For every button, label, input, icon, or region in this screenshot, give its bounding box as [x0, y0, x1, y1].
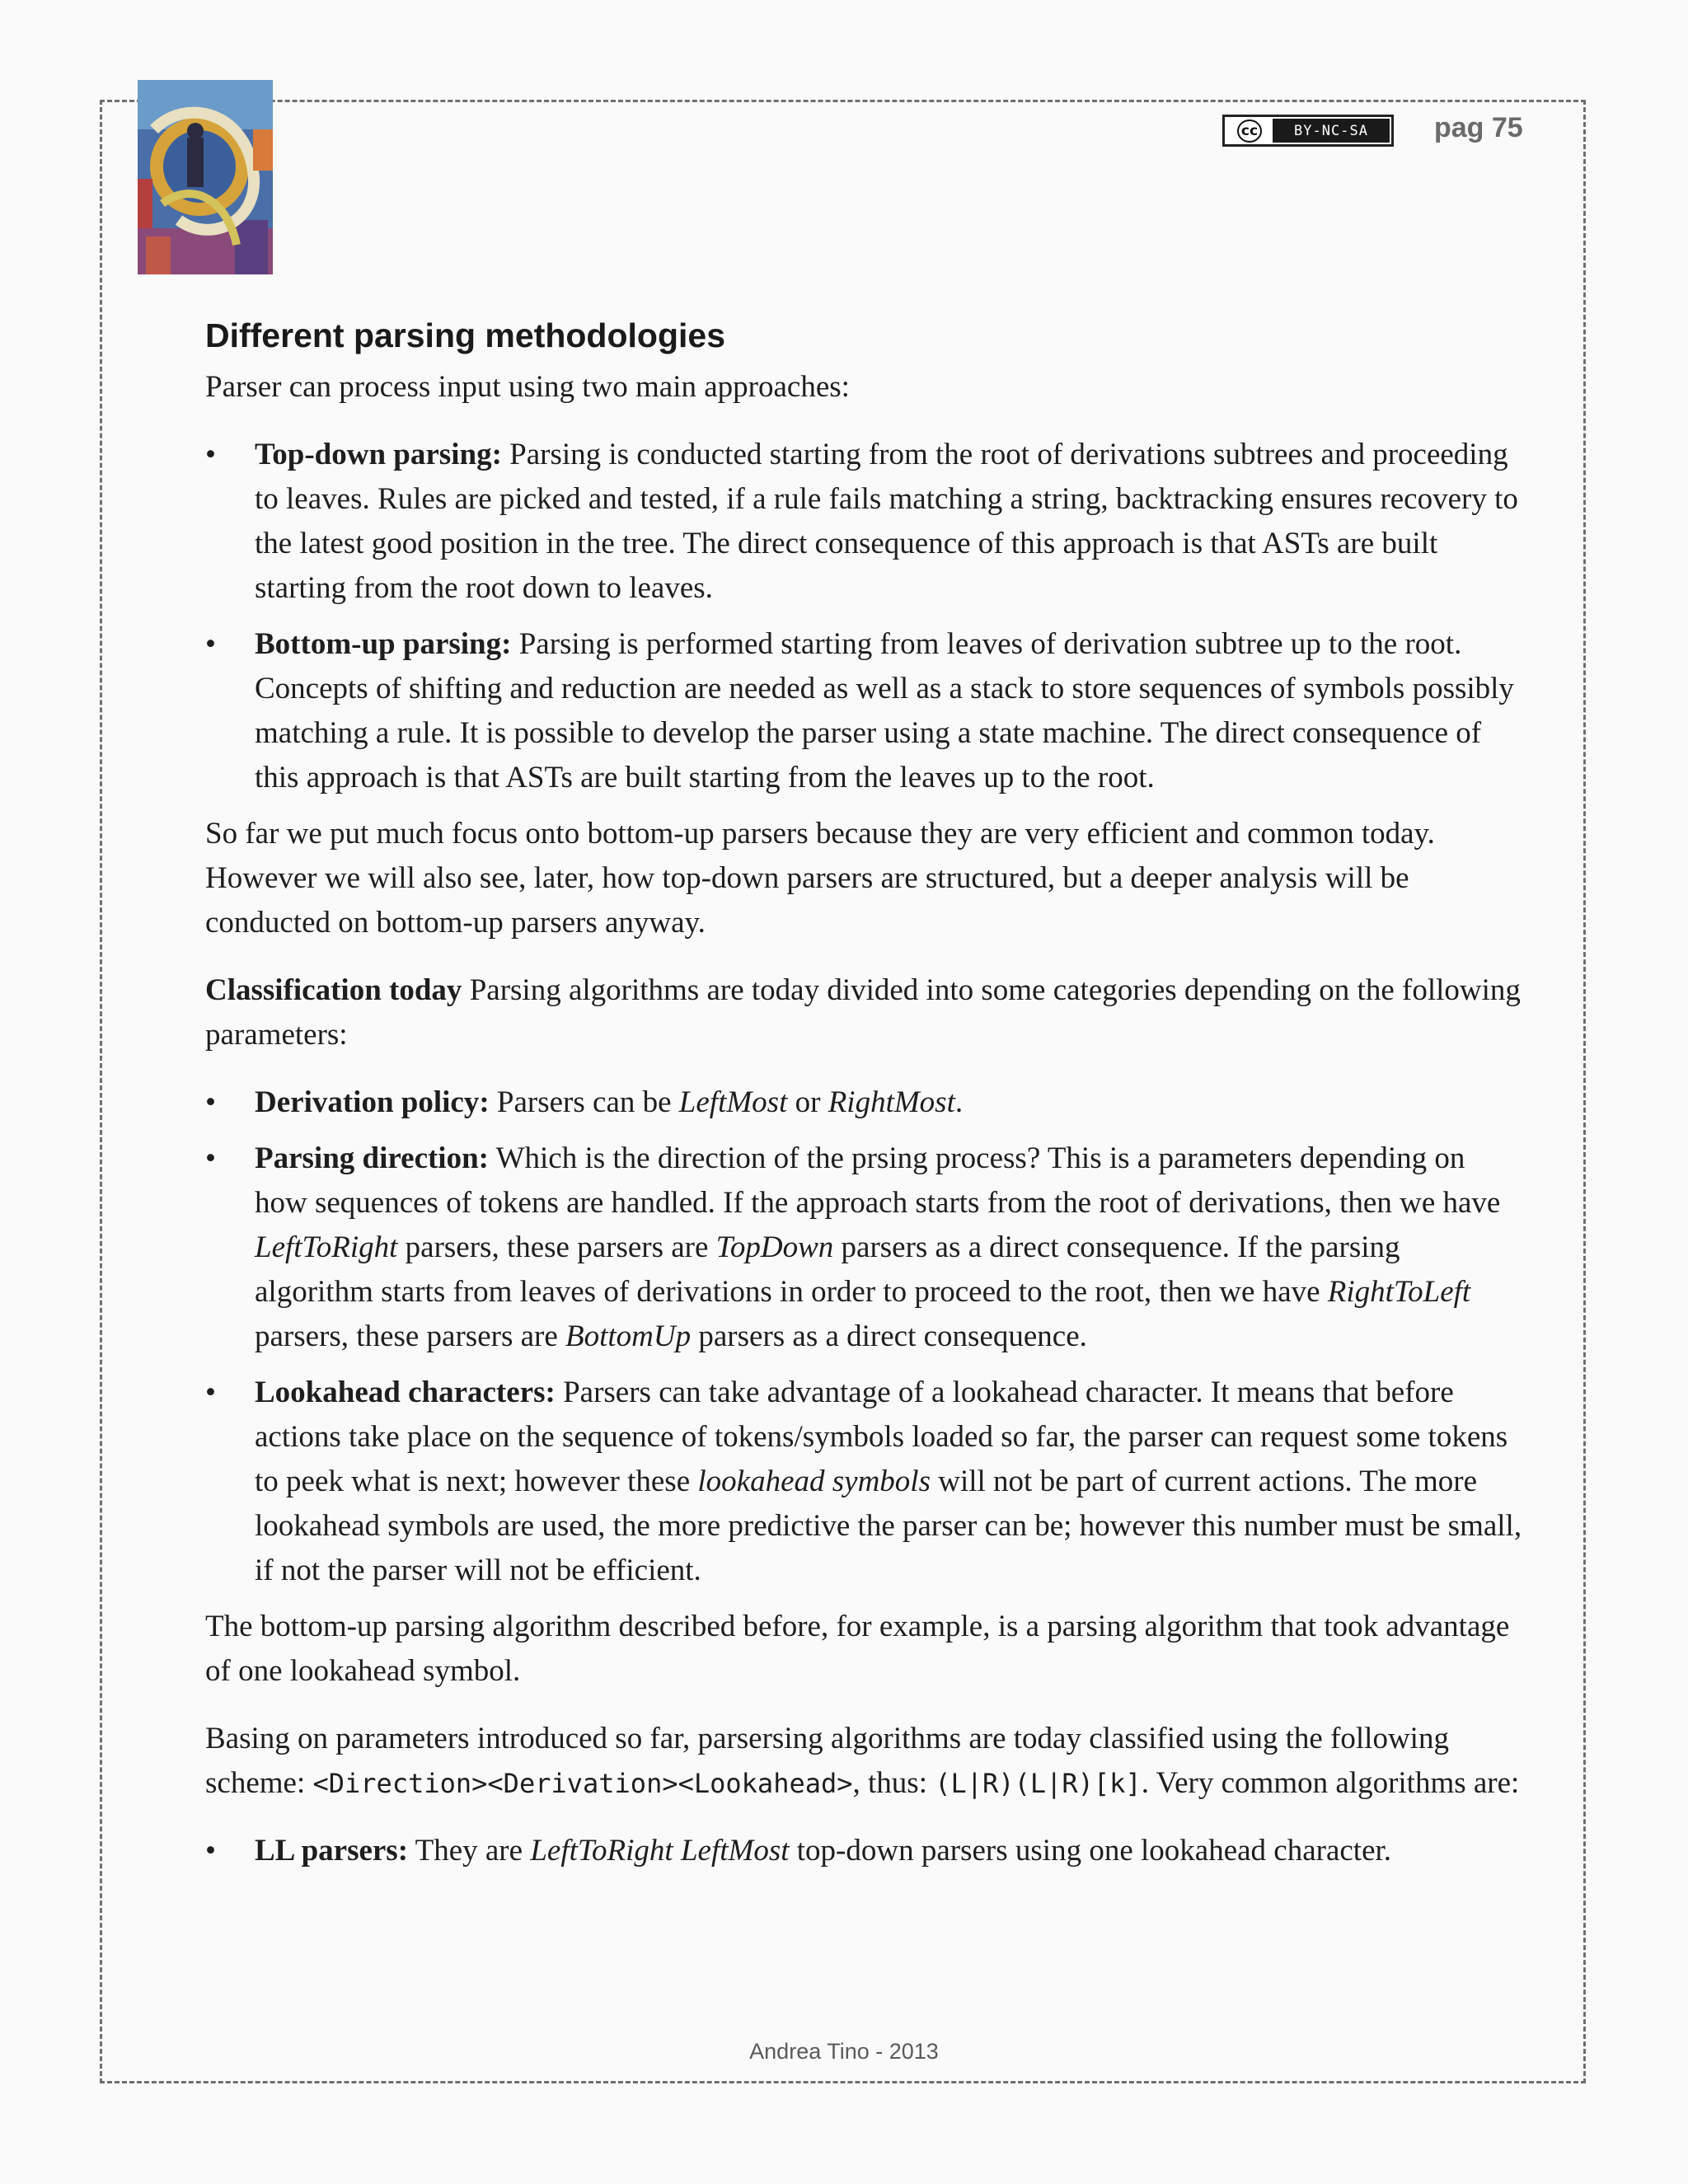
page-content [205, 310, 1524, 1885]
page-footer: Andrea Tino - 2013 [749, 2039, 939, 2064]
list-item: • LL parsers: They are LeftToRight LeftMost top-down parsers using one lookahead character. [205, 1829, 1524, 1873]
cover-art-image [138, 80, 273, 274]
focus-paragraph: So far we put much focus onto bottom-up parsers because they are very efficient and common today. However we will also see, later, how top-down parsers are structured, but a deeper analysis will be conducted on bottom-up parsers anyway. [205, 817, 1435, 940]
license-badge [1222, 115, 1394, 147]
list-item: • Top-down parsing: Parsing is conducted starting from the root of derivations subtrees and proceeding to leaves. Rules are picked and tested, if a rule fails matching a string, backtracking ensures recovery to the latest good position in the tree. The direct consequence of this approach is that ASTs are built starting from the root down to leaves. [205, 433, 1524, 611]
approaches-list [205, 433, 1524, 800]
license-terms: BY-NC-SA [1273, 119, 1390, 143]
page-number: pag 75 [1434, 112, 1523, 143]
list-item: • Parsing direction: Which is the direction of the prsing process? This is a parameters depending on how sequences of tokens are handled. If the approach starts from the root of derivations, then we have LeftToRight parsers, these parsers are TopDown parsers as a direct consequence. If the parsing algorithm starts from leaves of derivations in order to proceed to the root, then we have RightToLeft parsers, these parsers are BottomUp parsers as a direct consequence. [205, 1137, 1524, 1359]
cc-logo: cc [1226, 119, 1273, 143]
classification-paragraph: Classification today Parsing algorithms are today divided into some categories depending on the following parameters: [205, 973, 1521, 1052]
intro-paragraph: Parser can process input using two main approaches: [205, 370, 850, 404]
scheme-paragraph: Basing on parameters introduced so far, parsersing algorithms are today classified using the following scheme: <Direction><Derivation><Lookahead>, thus: (L|R)(L|R)[k]. Very common algorithms are: [205, 1722, 1520, 1800]
scheme-code: <Direction><Derivation><Lookahead> [312, 1768, 853, 1799]
list-item: • Lookahead characters: Parsers can take advantage of a lookahead character. It means that before actions take place on the sequence of tokens/symbols loaded so far, the parser can request some tokens to peek what is next; however these lookahead symbols will not be part of current actions. The more lookahead symbols are used, the more predictive the parser can be; however this number must be small, if not the parser will not be efficient. [205, 1371, 1524, 1593]
example-paragraph: The bottom-up parsing algorithm described before, for example, is a parsing algorithm that took advantage of one lookahead symbol. [205, 1610, 1510, 1688]
parameters-list [205, 1080, 1524, 1593]
algorithms-list [205, 1829, 1524, 1873]
list-item: • Derivation policy: Parsers can be LeftMost or RightMost. [205, 1080, 1524, 1125]
scheme-pattern-code: (L|R)(L|R)[k] [935, 1768, 1142, 1799]
list-item: • Bottom-up parsing: Parsing is performed starting from leaves of derivation subtree up to the root. Concepts of shifting and reduction are needed as well as a stack to store sequences of symbols possibly matching a rule. It is possible to develop the parser using a state machine. The direct consequence of this approach is that ASTs are built starting from the leaves up to the root. [205, 622, 1524, 800]
section-title: Different parsing methodologies [205, 316, 725, 354]
